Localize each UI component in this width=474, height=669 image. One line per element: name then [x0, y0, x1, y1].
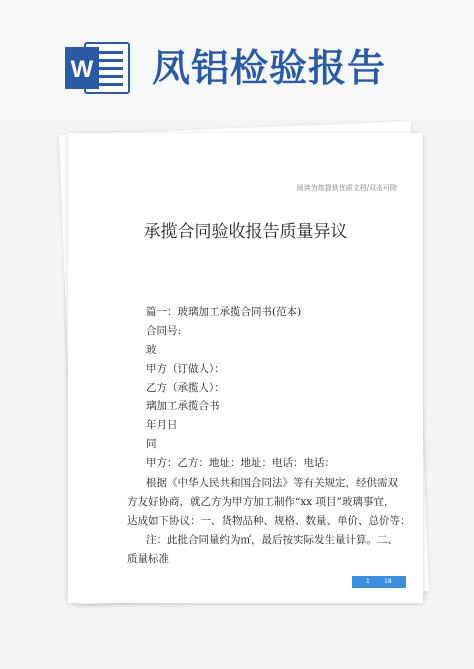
header-title: 凤铝检验报告 [152, 46, 387, 90]
document-line: 乙方（承揽人）： [146, 382, 225, 394]
document-line: 玻 [146, 344, 157, 356]
document-line: 合同号: [146, 325, 182, 337]
document-notice: 阅读为您提供优质文档/双击可除 [296, 184, 397, 192]
document-line: 璃加工承揽合书 [146, 400, 220, 412]
page-current: 1 [366, 578, 370, 585]
document-line: 达成如下协议：一、货物品种、规格、数量、单价、总价等： [127, 515, 411, 527]
word-icon-letter: W [70, 56, 94, 83]
document-line: 方友好协商，就乙方为甲方加工制作“xx 项目”玻璃事宜， [127, 496, 395, 508]
document-line: 甲方（订做人）： [146, 363, 225, 375]
page-counter-bar [352, 576, 406, 588]
header-banner [0, 0, 474, 120]
document-line: 质量标准 [127, 553, 169, 565]
document-line: 根据《中华人民共和国合同法》等有关规定，经供需双 [146, 477, 398, 489]
document-line: 年月日 [146, 419, 178, 431]
document-line: 同 [146, 438, 157, 450]
word-document-icon [63, 41, 133, 95]
document-page [68, 133, 423, 603]
document-line: 注：此批合同量约为㎡，最后按实际发生量计算。二、 [146, 534, 398, 546]
document-line: 篇一：玻璃加工承揽合同书(范本) [146, 306, 302, 318]
page-total: 18 [384, 578, 392, 585]
document-line: 甲方：乙方：地址：地址：电话：电话： [146, 457, 335, 469]
document-title: 承揽合同验收报告质量异议 [143, 222, 348, 242]
